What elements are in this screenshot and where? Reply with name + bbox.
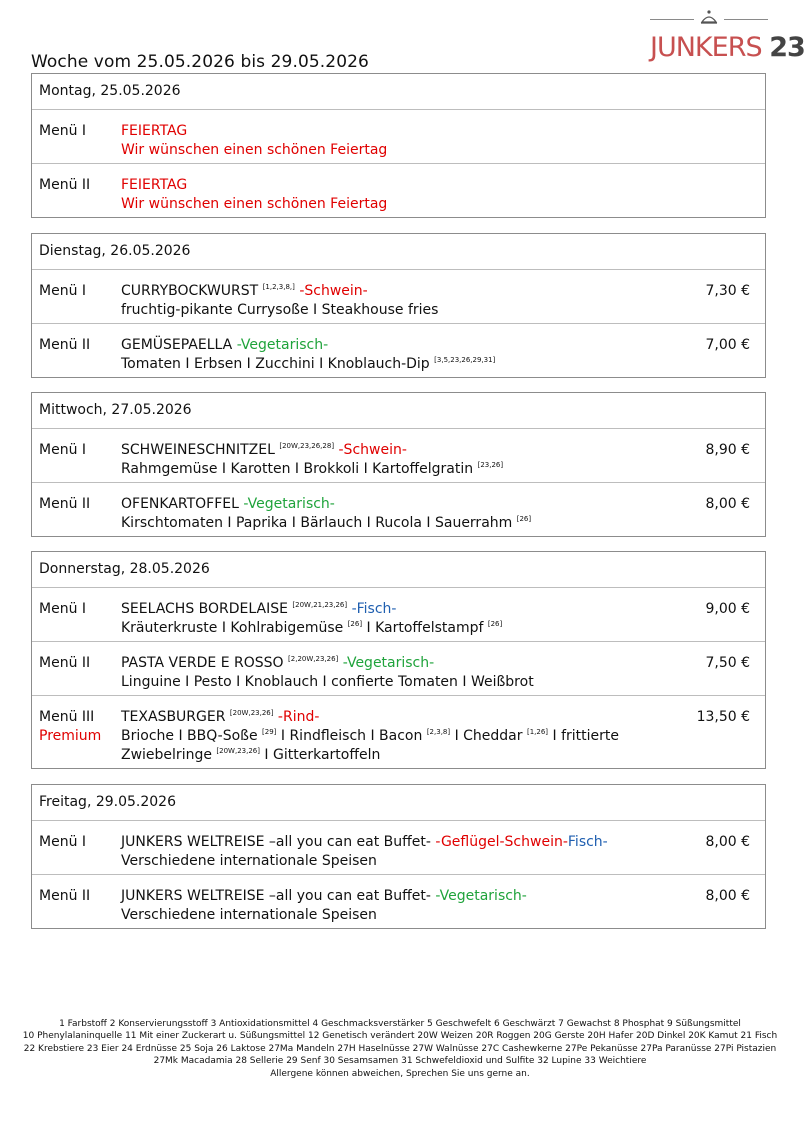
dish-tag: -Fisch- bbox=[351, 601, 397, 617]
description-line bbox=[121, 619, 701, 638]
menu-label: Menü II bbox=[39, 888, 91, 904]
menu-text bbox=[121, 282, 701, 320]
price: 8,00 € bbox=[705, 834, 750, 850]
day-heading: Montag, 25.05.2026 bbox=[32, 74, 765, 110]
menu-row bbox=[32, 164, 765, 217]
dish-tag: -Vegetarisch- bbox=[236, 337, 329, 353]
dish-name: PASTA VERDE E ROSSO bbox=[121, 655, 284, 671]
description-line: Verschiedene internationale Speisen bbox=[121, 907, 377, 923]
price: 7,30 € bbox=[705, 283, 750, 299]
allergen-codes: [20W,23,26] bbox=[216, 747, 260, 755]
dish-name: SEELACHS BORDELAISE bbox=[121, 601, 288, 617]
menu-label: Menü I bbox=[39, 442, 87, 458]
dish-line: FEIERTAG bbox=[121, 123, 188, 139]
brand-name: JUNKERS bbox=[650, 32, 762, 63]
menu-label: Menü I bbox=[39, 601, 87, 617]
dish-name: JUNKERS WELTREISE –all you can eat Buffet- bbox=[121, 888, 431, 904]
brand-number: 23 bbox=[769, 32, 805, 63]
brand-wordmark bbox=[650, 32, 805, 63]
description-line bbox=[121, 727, 701, 746]
legend-line: 22 Krebstiere 23 Eier 24 Erdnüsse 25 Soja 26 Laktose 27Ma Mandeln 27H Haselnüsse 27W Walnüsse 27C Cashewkerne 27Pe Pekanüsse 27Pa Paranüsse 27Pi Pistazien bbox=[23, 1043, 777, 1054]
menu-text bbox=[121, 833, 701, 871]
price: 8,90 € bbox=[705, 442, 750, 458]
allergen-codes: [2,3,8] bbox=[426, 728, 451, 736]
description-line: Wir wünschen einen schönen Feiertag bbox=[121, 196, 388, 212]
dish-name: JUNKERS WELTREISE –all you can eat Buffet- bbox=[121, 834, 431, 850]
dish-tag: -Vegetarisch- bbox=[435, 888, 527, 904]
menu-number: Menü III bbox=[39, 709, 95, 725]
allergen-codes: [26] bbox=[347, 620, 363, 628]
dish-name: TEXASBURGER bbox=[121, 709, 226, 725]
day-tuesday bbox=[31, 233, 766, 378]
dish-line bbox=[121, 708, 701, 727]
menu-label: Menü II bbox=[39, 177, 91, 193]
legend-line: 1 Farbstoff 2 Konservierungsstoff 3 Antioxidationsmittel 4 Geschmacksverstärker 5 Geschwefelt 6 Geschwärzt 7 Gewachst 8 Phosphat 9 Süßungsmittel bbox=[59, 1019, 741, 1029]
dish-line bbox=[121, 600, 701, 619]
menu-text bbox=[121, 654, 701, 692]
menu-row bbox=[32, 324, 765, 377]
dish-name: CURRYBOCKWURST bbox=[121, 283, 259, 299]
dish-tag: -Vegetarisch- bbox=[243, 496, 335, 512]
menu-label: Menü I bbox=[39, 834, 87, 850]
description-line bbox=[121, 355, 701, 374]
junkers-logo bbox=[650, 6, 805, 68]
dish-tag: -Geflügel-Schwein- bbox=[435, 834, 568, 850]
price: 7,50 € bbox=[705, 655, 750, 671]
premium-label: Premium bbox=[39, 728, 102, 744]
description-line bbox=[121, 460, 701, 479]
menu-label: Menü II bbox=[39, 496, 91, 512]
dish-name: SCHWEINESCHNITZEL bbox=[121, 442, 275, 458]
allergen-legend bbox=[20, 1018, 780, 1080]
menu-text bbox=[121, 176, 701, 214]
description-line: Verschiedene internationale Speisen bbox=[121, 853, 377, 869]
menu-text bbox=[121, 441, 701, 479]
description-line: Linguine I Pesto I Knoblauch I confierte Tomaten I Weißbrot bbox=[121, 674, 534, 690]
dish-line bbox=[121, 282, 701, 301]
day-heading: Donnerstag, 28.05.2026 bbox=[32, 552, 765, 588]
menu-label: Menü II bbox=[39, 655, 91, 671]
menu-row bbox=[32, 588, 765, 642]
legend-line: 10 Phenylalaninquelle 11 Mit einer Zuckerart u. Süßungsmittel 12 Genetisch verändert 20W Weizen 20R Roggen 20G Gerste 20H Hafer 20D Dinkel 20K Kamut 21 Fisch bbox=[22, 1031, 778, 1042]
day-wednesday bbox=[31, 392, 766, 537]
day-heading: Dienstag, 26.05.2026 bbox=[32, 234, 765, 270]
description-text: Kirschtomaten I Paprika I Bärlauch I Rucola I Sauerrahm bbox=[121, 515, 513, 531]
menu-row bbox=[32, 483, 765, 536]
menu-label: Menü I bbox=[39, 283, 87, 299]
cloche-icon bbox=[700, 8, 718, 28]
price: 7,00 € bbox=[705, 337, 750, 353]
price: 8,00 € bbox=[705, 888, 750, 904]
dish-tag: -Schwein- bbox=[338, 442, 407, 458]
dish-tag: -Vegetarisch- bbox=[342, 655, 435, 671]
dish-line bbox=[121, 441, 701, 460]
menu-row bbox=[32, 270, 765, 324]
allergen-codes: [1,2,3,8,] bbox=[262, 283, 295, 291]
menu-label: Menü II bbox=[39, 337, 91, 353]
dish-line: FEIERTAG bbox=[121, 177, 188, 193]
dish-line bbox=[121, 336, 701, 355]
description-text: Tomaten I Erbsen I Zucchini I Knoblauch-Dip bbox=[121, 356, 430, 372]
logo-right-line bbox=[724, 19, 768, 20]
day-thursday bbox=[31, 551, 766, 769]
allergen-codes: [3,5,23,26,29,31] bbox=[434, 356, 496, 364]
dish-line bbox=[121, 654, 701, 673]
menu-label: Menü I bbox=[39, 123, 87, 139]
allergen-codes: [26] bbox=[516, 515, 532, 523]
description-text: I Rindfleisch I Bacon bbox=[280, 728, 423, 744]
menu-row bbox=[32, 110, 765, 164]
menu-text bbox=[121, 495, 701, 533]
description-text: I frittierte bbox=[552, 728, 619, 744]
menu-text bbox=[121, 336, 701, 374]
menu-text bbox=[121, 600, 701, 638]
allergen-codes: [20W,23,26] bbox=[229, 709, 274, 717]
allergen-codes: [26] bbox=[487, 620, 503, 628]
menu-row bbox=[32, 696, 765, 768]
day-friday bbox=[31, 784, 766, 929]
description-line: Wir wünschen einen schönen Feiertag bbox=[121, 142, 388, 158]
description-text: Brioche I BBQ-Soße bbox=[121, 728, 258, 744]
description-text: Rahmgemüse I Karotten I Brokkoli I Kartoffelgratin bbox=[121, 461, 474, 477]
menu-row bbox=[32, 875, 765, 928]
description-text: I Kartoffelstampf bbox=[366, 620, 484, 636]
legend-note: Allergene können abweichen, Sprechen Sie uns gerne an. bbox=[270, 1068, 530, 1079]
description-text: Kräuterkruste I Kohlrabigemüse bbox=[121, 620, 344, 636]
week-title: Woche vom 25.05.2026 bis 29.05.2026 bbox=[31, 52, 369, 72]
menu-row bbox=[32, 642, 765, 696]
menu-label bbox=[39, 708, 119, 746]
day-heading: Mittwoch, 27.05.2026 bbox=[32, 393, 765, 429]
menu-row bbox=[32, 821, 765, 875]
price: 9,00 € bbox=[705, 601, 750, 617]
day-heading: Freitag, 29.05.2026 bbox=[32, 785, 765, 821]
menu-text bbox=[121, 122, 701, 160]
dish-line bbox=[121, 495, 701, 514]
menu-row bbox=[32, 429, 765, 483]
day-monday bbox=[31, 73, 766, 218]
allergen-codes: [29] bbox=[262, 728, 277, 736]
allergen-codes: [20W,21,23,26] bbox=[292, 601, 348, 609]
price: 13,50 € bbox=[696, 709, 750, 725]
allergen-codes: [20W,23,26,28] bbox=[279, 442, 335, 450]
legend-line: 27Mk Macadamia 28 Sellerie 29 Senf 30 Sesamsamen 31 Schwefeldioxid und Sulfite 32 Lupine 33 Weichtiere bbox=[153, 1056, 647, 1067]
menu-text bbox=[121, 887, 701, 925]
description-text: I Cheddar bbox=[454, 728, 523, 744]
description-line bbox=[121, 514, 701, 533]
description-line: fruchtig-pikante Currysoße I Steakhouse fries bbox=[121, 302, 439, 318]
dish-tag: -Rind- bbox=[277, 709, 320, 725]
description-text: Zwiebelringe bbox=[121, 747, 212, 763]
dish-line bbox=[121, 887, 701, 906]
dish-name: GEMÜSEPAELLA bbox=[121, 337, 233, 353]
allergen-codes: [1,26] bbox=[526, 728, 549, 736]
dish-tag: -Schwein- bbox=[299, 283, 368, 299]
menu-text bbox=[121, 708, 701, 765]
allergen-codes: [23,26] bbox=[477, 461, 504, 469]
price: 8,00 € bbox=[705, 496, 750, 512]
dish-line bbox=[121, 833, 701, 852]
logo-left-line bbox=[650, 19, 694, 20]
dish-name: OFENKARTOFFEL bbox=[121, 496, 239, 512]
dish-tag: Fisch- bbox=[567, 834, 608, 850]
description-text: I Gitterkartoffeln bbox=[264, 747, 381, 763]
description-line bbox=[121, 746, 701, 765]
allergen-codes: [2,20W,23,26] bbox=[288, 655, 339, 663]
